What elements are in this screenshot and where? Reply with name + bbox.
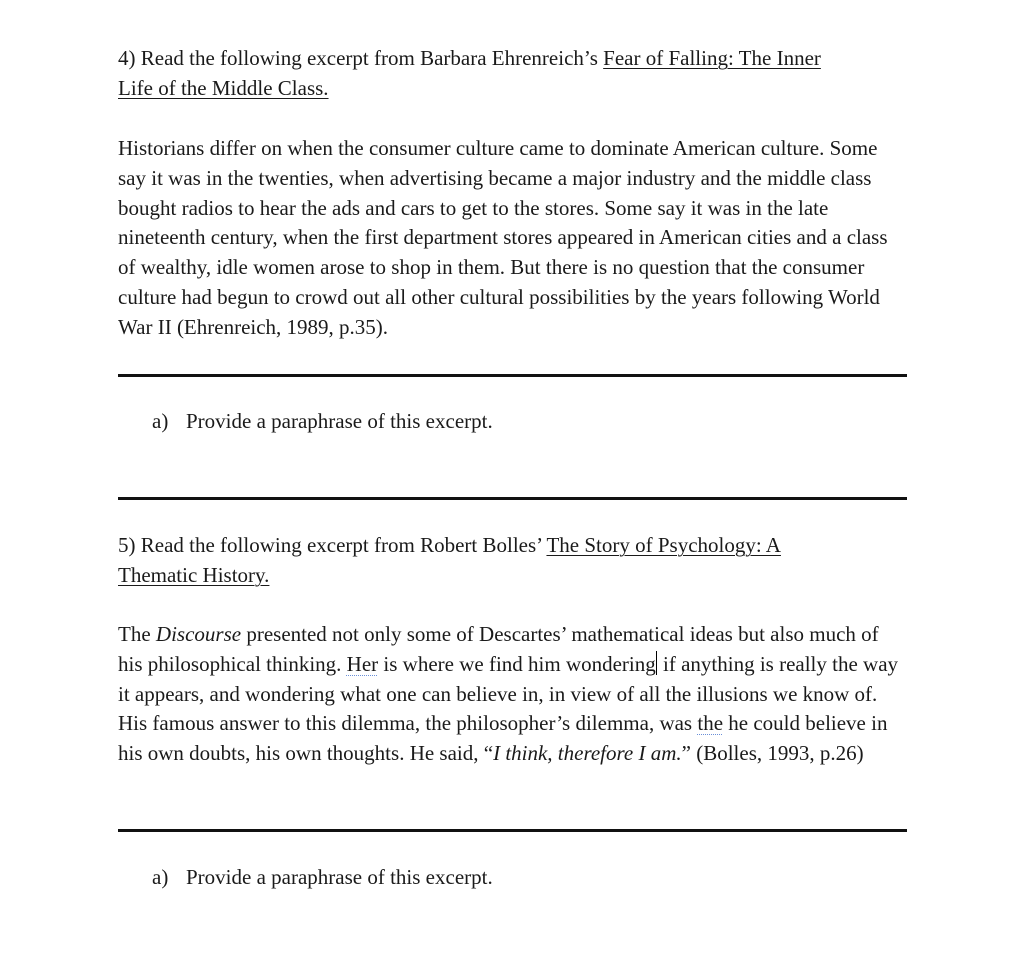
question-5-excerpt[interactable] — [118, 620, 908, 769]
excerpt-text: presented not only some of Descartes’ mathematical ideas but also much of his philosophical thinking. — [118, 622, 879, 676]
question-4-prompt — [118, 44, 908, 104]
answer-divider-top-4 — [118, 374, 907, 377]
excerpt-text: ” (Bolles, 1993, p.26) — [681, 741, 864, 766]
excerpt-text: is where we find him wondering — [378, 651, 656, 676]
excerpt-text: he could believe in his own doubts, his own thoughts. He said, “ — [118, 711, 888, 766]
question-5a-marker: a) — [152, 865, 169, 889]
excerpt-text: The — [118, 622, 156, 646]
answer-divider-bottom-4 — [118, 497, 907, 500]
descartes-quote: I think, therefore I am. — [493, 741, 682, 766]
question-4a — [152, 407, 493, 436]
question-4-excerpt: Historians differ on when the consumer culture came to dominate American culture. Some say it was in the twenties, when advertising became a major industry and the middle class bought radios to hear the ads and cars to get to the stores. Some say it was in the late nineteenth century, when the first department stores appeared in American cities and a class of wealthy, idle women arose to shop in them. But there is no question that the consumer culture had begun to crowd out all other cultural possibilities by the years following World War II (Ehrenreich, 1989, p.35). — [118, 136, 888, 339]
question-5-book-title-line1: The Story of Psychology: A — [546, 533, 781, 557]
question-5-book-title-line2: Thematic History. — [118, 562, 270, 587]
question-5a-prompt: Provide a paraphrase of this excerpt. — [186, 865, 493, 889]
question-4a-marker: a) — [152, 409, 169, 433]
question-5a — [152, 863, 493, 892]
discourse-title: Discourse — [155, 622, 242, 646]
question-5-prompt-text: 5) Read the following excerpt from Robert Bolles’ — [118, 533, 547, 557]
question-4-book-title-line1: Fear of Falling: The Inner — [603, 46, 821, 70]
question-4a-prompt: Provide a paraphrase of this excerpt. — [186, 409, 493, 433]
question-5-prompt — [118, 531, 908, 591]
question-4-prompt-text: 4) Read the following excerpt from Barbara Ehrenreich’s — [118, 46, 604, 70]
answer-divider-top-5 — [118, 829, 907, 832]
spellcheck-flagged-word[interactable]: Her — [346, 651, 379, 676]
excerpt-text: if anything is really the way it appears, and wondering what one can believe in, in view of all the illusions we know of. His famous answer to this dilemma, the philosopher’s dilemma, was — [118, 651, 899, 736]
spellcheck-flagged-word[interactable]: the — [697, 711, 724, 736]
question-4-book-title-line2: Life of the Middle Class. — [118, 75, 329, 100]
